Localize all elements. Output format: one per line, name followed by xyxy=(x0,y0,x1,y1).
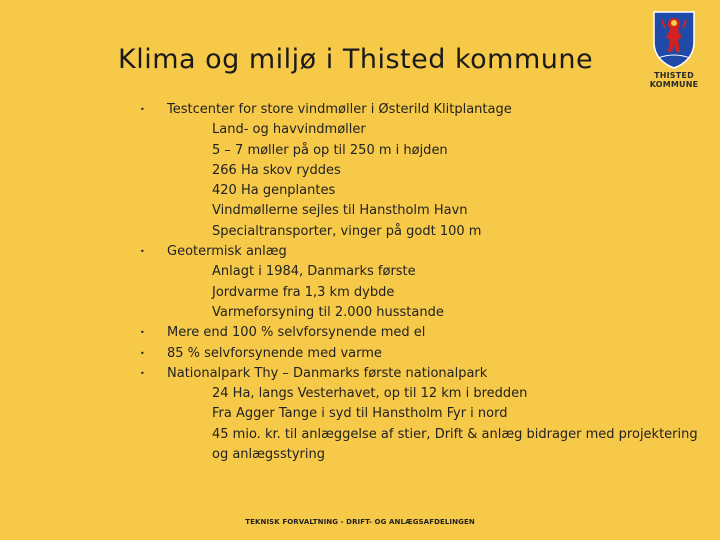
bullet-icon: • xyxy=(140,105,145,114)
sub-bullet-text: Varmeforsyning til 2.000 husstande xyxy=(212,304,444,320)
sub-bullet-text: 420 Ha genplantes xyxy=(212,183,336,199)
bullet-icon: • xyxy=(140,328,145,338)
bullet-icon: • xyxy=(140,368,145,378)
logo-text: THISTED KOMMUNE xyxy=(649,71,699,89)
sub-bullet-text: 24 Ha, langs Vesterhavet, op til 12 km i bredden xyxy=(212,386,528,402)
bullet-item xyxy=(140,364,700,465)
bullet-text: Geotermisk anlæg xyxy=(167,244,287,260)
sub-bullet-text: 45 mio. kr. til anlæggelse af stier, Drift & anlæg bidrager med projektering og anlægsstyring xyxy=(212,426,698,463)
sub-bullet-text: Land- og havvindmøller xyxy=(212,122,366,138)
sub-bullet-text: Jordvarme fra 1,3 km dybde xyxy=(212,284,395,300)
bullet-item xyxy=(140,323,700,343)
bullet-item xyxy=(140,100,700,242)
thisted-logo xyxy=(632,8,716,89)
bullet-text: Testcenter for store vindmøller i Østerild Klitplantage xyxy=(167,102,512,117)
sub-bullet-text: Specialtransporter, vinger på godt 100 m xyxy=(212,223,482,239)
sub-bullet-text: Vindmøllerne sejles til Hanstholm Havn xyxy=(212,203,468,219)
bullet-text: Nationalpark Thy – Danmarks første nationalpark xyxy=(167,365,488,381)
bullet-item xyxy=(140,242,700,323)
sub-bullet-text: 5 – 7 møller på op til 250 m i højden xyxy=(212,142,448,158)
bullet-icon: • xyxy=(140,348,145,358)
coat-of-arms-icon xyxy=(650,8,698,70)
bullet-text: Mere end 100 % selvforsynende med el xyxy=(167,325,426,341)
bullet-item xyxy=(140,344,700,364)
sub-bullet-text: Fra Agger Tange i syd til Hanstholm Fyr i nord xyxy=(212,406,508,422)
footer-text: TEKNISK FORVALTNING - DRIFT- OG ANLÆGSAFDELINGEN xyxy=(245,518,475,526)
bullet-text: 85 % selvforsynende med varme xyxy=(167,345,382,361)
bullet-list xyxy=(140,100,700,465)
sub-bullet-text: Anlagt i 1984, Danmarks første xyxy=(212,264,416,280)
bullet-icon: • xyxy=(140,247,145,257)
slide-title: Klima og miljø i Thisted kommune xyxy=(118,44,594,75)
sub-bullet-text: 266 Ha skov ryddes xyxy=(212,162,341,178)
